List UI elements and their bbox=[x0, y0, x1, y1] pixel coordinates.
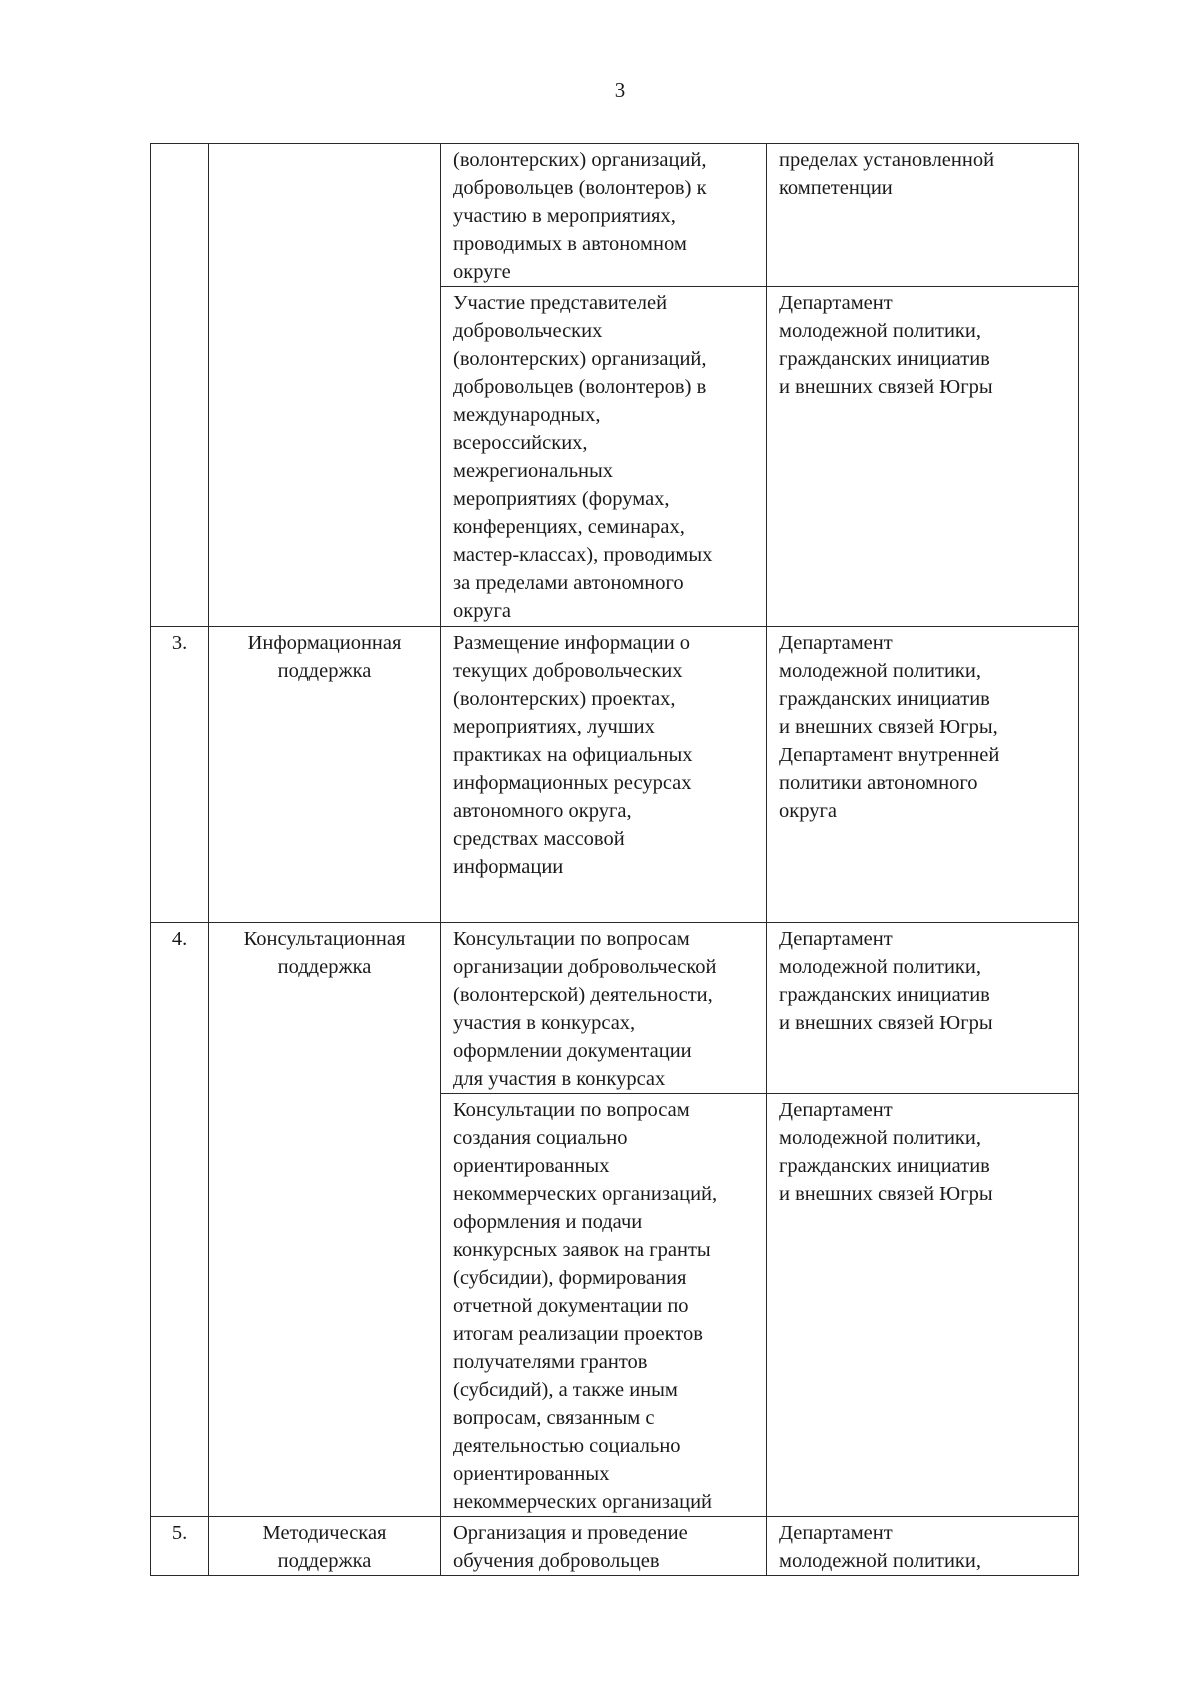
row-number-cell bbox=[151, 144, 209, 627]
measure-cell: Организация и проведение обучения добровольцев bbox=[441, 1517, 767, 1576]
support-measures-table bbox=[150, 143, 1079, 1576]
row-number-cell: 4. bbox=[151, 923, 209, 1517]
measure-cell: Участие представителей добровольческих (волонтерских) организаций, добровольцев (волонтеров) в международных, всероссийских, межрегиональных мероприятиях (форумах, конференциях, семинарах, мастер-классах), проводимых за пределами автономного округа bbox=[441, 287, 767, 627]
measure-cell: Консультации по вопросам организации добровольческой (волонтерской) деятельности, участия в конкурсах, оформлении документации для участия в конкурсах bbox=[441, 923, 767, 1094]
row-number-cell: 3. bbox=[151, 627, 209, 923]
table-row bbox=[151, 627, 1079, 923]
page-number: 3 bbox=[614, 78, 626, 102]
row-number-cell: 5. bbox=[151, 1517, 209, 1576]
table-row bbox=[151, 923, 1079, 1094]
table-row bbox=[151, 144, 1079, 287]
support-type-cell: Информационная поддержка bbox=[209, 627, 441, 923]
support-type-cell: Консультационная поддержка bbox=[209, 923, 441, 1517]
support-type-cell bbox=[209, 144, 441, 627]
executor-cell: Департамент молодежной политики, гражданских инициатив и внешних связей Югры bbox=[767, 287, 1079, 627]
measure-cell: (волонтерских) организаций, добровольцев (волонтеров) к участию в мероприятиях, проводимых в автономном округе bbox=[441, 144, 767, 287]
executor-cell: Департамент молодежной политики, bbox=[767, 1517, 1079, 1576]
measure-cell: Размещение информации о текущих добровольческих (волонтерских) проектах, мероприятиях, лучших практиках на официальных информационных ресурсах автономного округа, средствах массовой информации bbox=[441, 627, 767, 923]
executor-cell: Департамент молодежной политики, гражданских инициатив и внешних связей Югры bbox=[767, 1094, 1079, 1517]
executor-cell: Департамент молодежной политики, гражданских инициатив и внешних связей Югры bbox=[767, 923, 1079, 1094]
executor-cell: пределах установленной компетенции bbox=[767, 144, 1079, 287]
support-type-cell: Методическая поддержка bbox=[209, 1517, 441, 1576]
measure-cell: Консультации по вопросам создания социально ориентированных некоммерческих организаций, оформления и подачи конкурсных заявок на гранты (субсидии), формирования отчетной документации по итогам реализации проектов получателями грантов (субсидий), а также иным вопросам, связанным с деятельностью социально ориентированных некоммерческих организаций bbox=[441, 1094, 767, 1517]
table-row bbox=[151, 1517, 1079, 1576]
executor-cell: Департамент молодежной политики, гражданских инициатив и внешних связей Югры, Департамент внутренней политики автономного округа bbox=[767, 627, 1079, 923]
